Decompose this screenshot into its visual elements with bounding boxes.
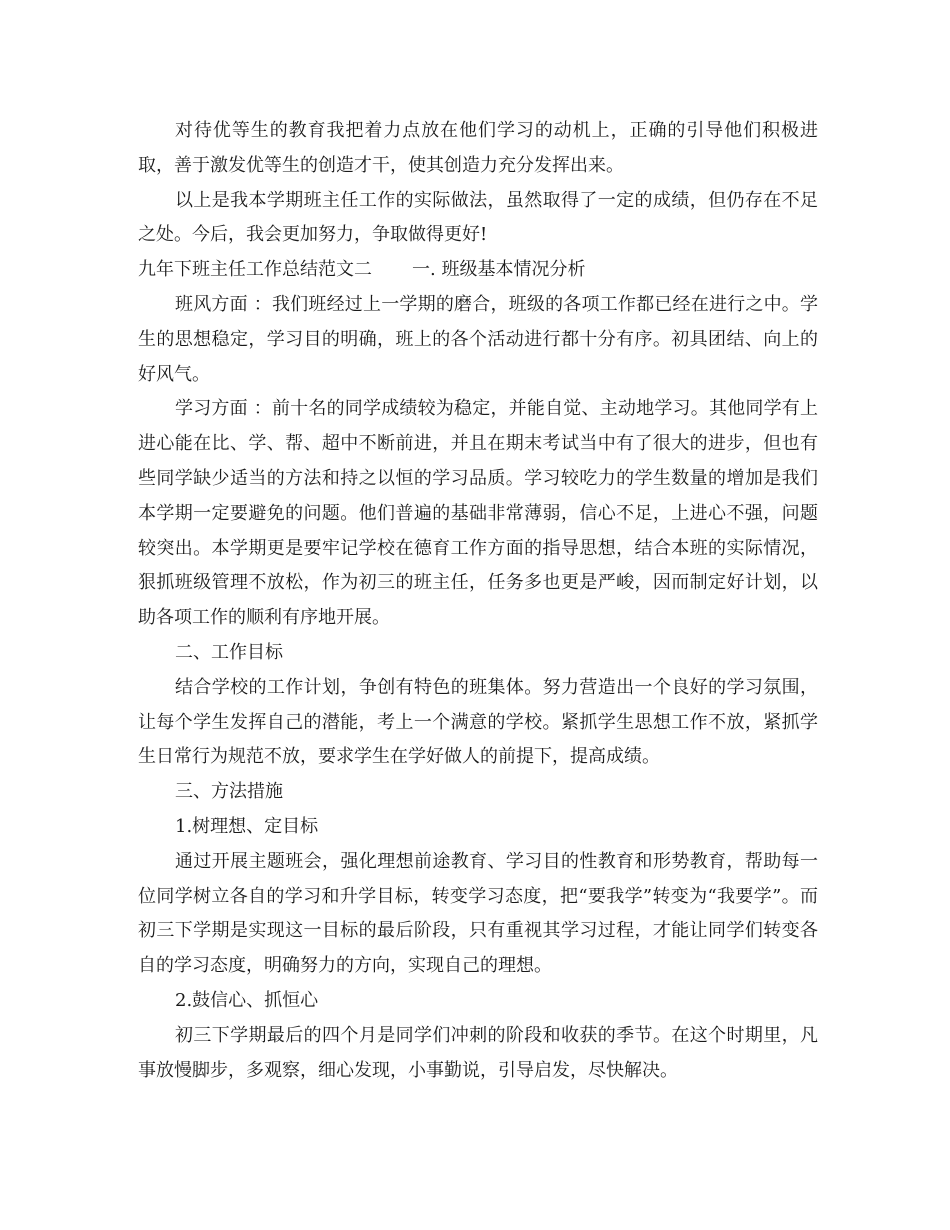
paragraph-class-atmosphere: 班风方面 ：我们班经过上一学期的磨合，班级的各项工作都已经在进行之中。学生的思想稳定，学习目的明确，班上的各个活动进行都十分有序。初具团结、向上的好风气。 xyxy=(138,293,818,385)
paragraph-study-situation: 学习方面 ：前十名的同学成绩较为稳定，并能自觉、主动地学习。其他同学有上进心能在比、学、帮、超中不断前进，并且在期末考试当中有了很大的进步，但也有些同学缺少适当的方法和持之以恒的学习品质。学习较吃力的学生数量的增加是我们本学期一定要避免的问题。他们普遍的基础非常薄弱，信心不足，上进心不强，问题较突出。本学期更是要牢记学校在德育工作方面的指导思想，结合本班的实际情况，狠抓班级管理不放松，作为初三的班主任，任务多也更是严峻，因而制定好计划，以助各项工作的顺利有序地开展。 xyxy=(138,398,818,629)
subheading-build-confidence: 2.鼓信心、抓恒心 xyxy=(175,989,319,1011)
paragraph-excellent-students: 对待优等生的教育我把着力点放在他们学习的动机上，正确的引导他们积极进取，善于激发优等生的创造才干，使其创造力充分发挥出来。 xyxy=(138,120,818,176)
subheading-set-goals: 1.树理想、定目标 xyxy=(175,815,319,837)
section-heading-methods: 三、方法措施 xyxy=(175,781,283,803)
document-title: 九年下班主任工作总结范文二 xyxy=(138,259,372,281)
paragraph-work-goals: 结合学校的工作计划，争创有特色的班集体。努力营造出一个良好的学习氛围，让每个学生发挥自己的潜能，考上一个满意的学校。紧抓学生思想工作不放，紧抓学生日常行为规范不放，要求学生在学好做人的前提下，提高成绩。 xyxy=(138,676,818,768)
section-heading-work-goals: 二、工作目标 xyxy=(175,641,283,663)
document-body xyxy=(138,114,818,1088)
paragraph-build-confidence: 初三下学期最后的四个月是同学们冲刺的阶段和收获的季节。在这个时期里，凡事放慢脚步，多观察，细心发现，小事勤说，引导启发，尽快解决。 xyxy=(138,1024,818,1081)
paragraph-set-goals: 通过开展主题班会，强化理想前途教育、学习目的性教育和形势教育，帮助每一位同学树立各自的学习和升学目标，转变学习态度，把“要我学”转变为“我要学”。而初三下学期是实现这一目标的最后阶段，只有重视其学习过程，才能让同学们转变各自的学习态度，明确努力的方向，实现自己的理想。 xyxy=(138,850,818,977)
paragraph-semester-conclusion: 以上是我本学期班主任工作的实际做法，虽然取得了一定的成绩，但仍存在不足之处。今后，我会更加努力，争取做得更好! xyxy=(138,189,818,246)
section-heading-class-analysis: 一. 班级基本情况分析 xyxy=(412,259,586,281)
section-heading-line xyxy=(138,253,818,288)
